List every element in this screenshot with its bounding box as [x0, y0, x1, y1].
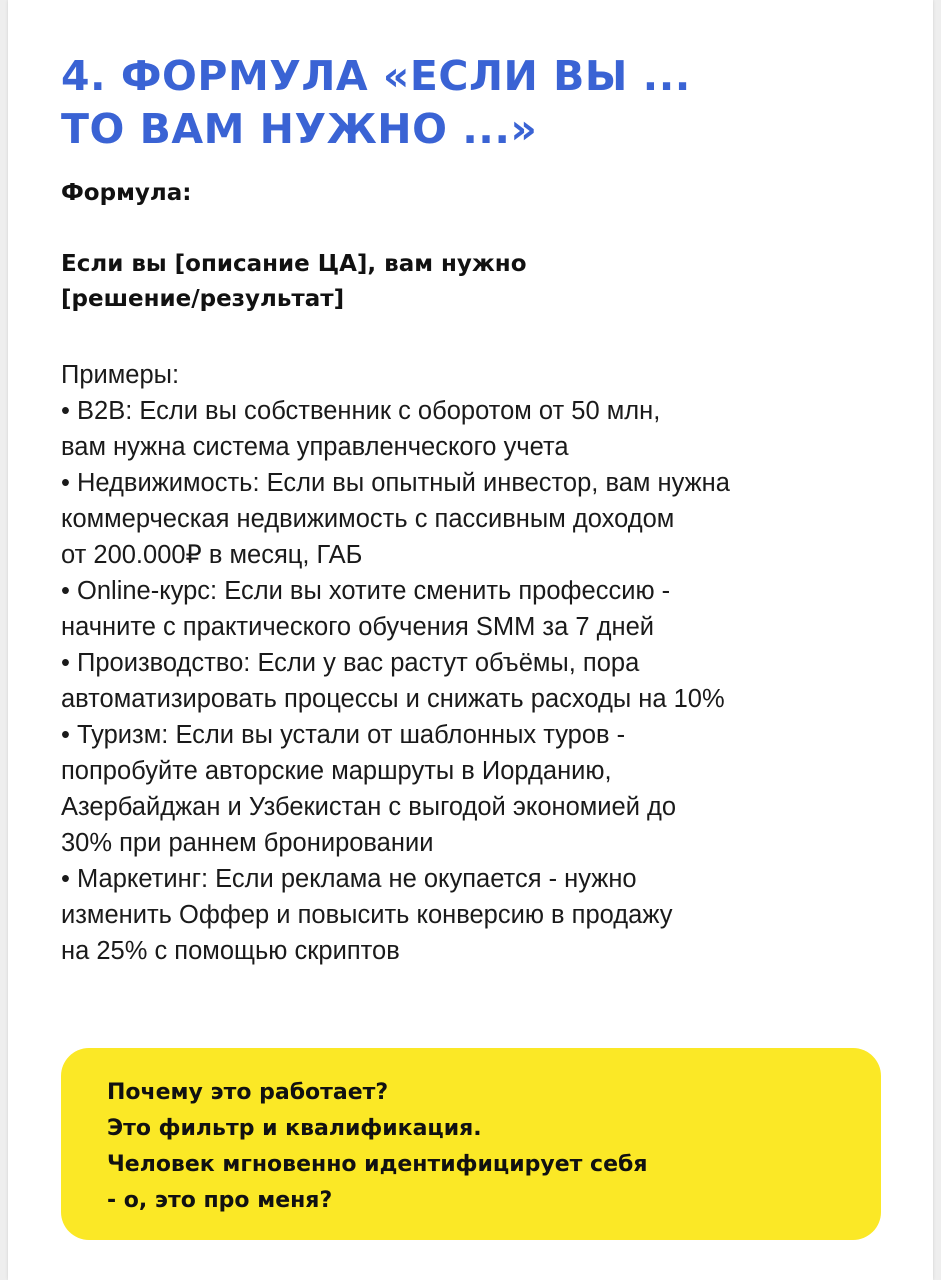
example-line: на 25% с помощью скриптов: [61, 937, 400, 965]
section-title-line-2: ТО ВАМ НУЖНО ...»: [61, 105, 538, 153]
document-page: [8, 0, 933, 1280]
formula-line-2: [решение/результат]: [61, 286, 345, 312]
callout-line-1: Почему это работает?: [107, 1080, 389, 1105]
example-line: • Производство: Если у вас растут объёмы, пора: [61, 649, 640, 677]
why-it-works-callout: [61, 1048, 881, 1240]
example-line: 30% при раннем бронировании: [61, 829, 434, 857]
example-line: • Недвижимость: Если вы опытный инвестор, вам нужна: [61, 469, 730, 497]
callout-line-3: Человек мгновенно идентифицирует себя: [107, 1152, 648, 1177]
example-line: • B2B: Если вы собственник с оборотом от 50 млн,: [61, 397, 661, 425]
example-line: попробуйте авторские маршруты в Иорданию,: [61, 757, 612, 785]
example-line: начните с практического обучения SMM за 7 дней: [61, 613, 655, 641]
example-line: • Туризм: Если вы устали от шаблонных туров -: [61, 721, 626, 749]
callout-line-4: - о, это про меня?: [107, 1188, 333, 1213]
section-title: [61, 50, 691, 156]
formula-label: Формула:: [61, 180, 192, 206]
formula-line-1: Если вы [описание ЦА], вам нужно: [61, 251, 527, 277]
examples-label: Примеры:: [61, 361, 180, 389]
example-line: • Маркетинг: Если реклама не окупается - нужно: [61, 865, 637, 893]
formula-text: [61, 247, 527, 317]
examples-block: [61, 357, 730, 969]
example-line: коммерческая недвижимость с пассивным доходом: [61, 505, 675, 533]
section-title-line-1: 4. ФОРМУЛА «ЕСЛИ ВЫ ...: [61, 52, 691, 100]
callout-line-2: Это фильтр и квалификация.: [107, 1116, 482, 1141]
example-line: • Online-курс: Если вы хотите сменить профессию -: [61, 577, 671, 605]
callout-text: [107, 1075, 647, 1219]
example-line: Азербайджан и Узбекистан с выгодой экономией до: [61, 793, 677, 821]
example-line: изменить Оффер и повысить конверсию в продажу: [61, 901, 673, 929]
example-line: вам нужна система управленческого учета: [61, 433, 569, 461]
example-line: автоматизировать процессы и снижать расходы на 10%: [61, 685, 725, 713]
example-line: от 200.000₽ в месяц, ГАБ: [61, 541, 363, 569]
